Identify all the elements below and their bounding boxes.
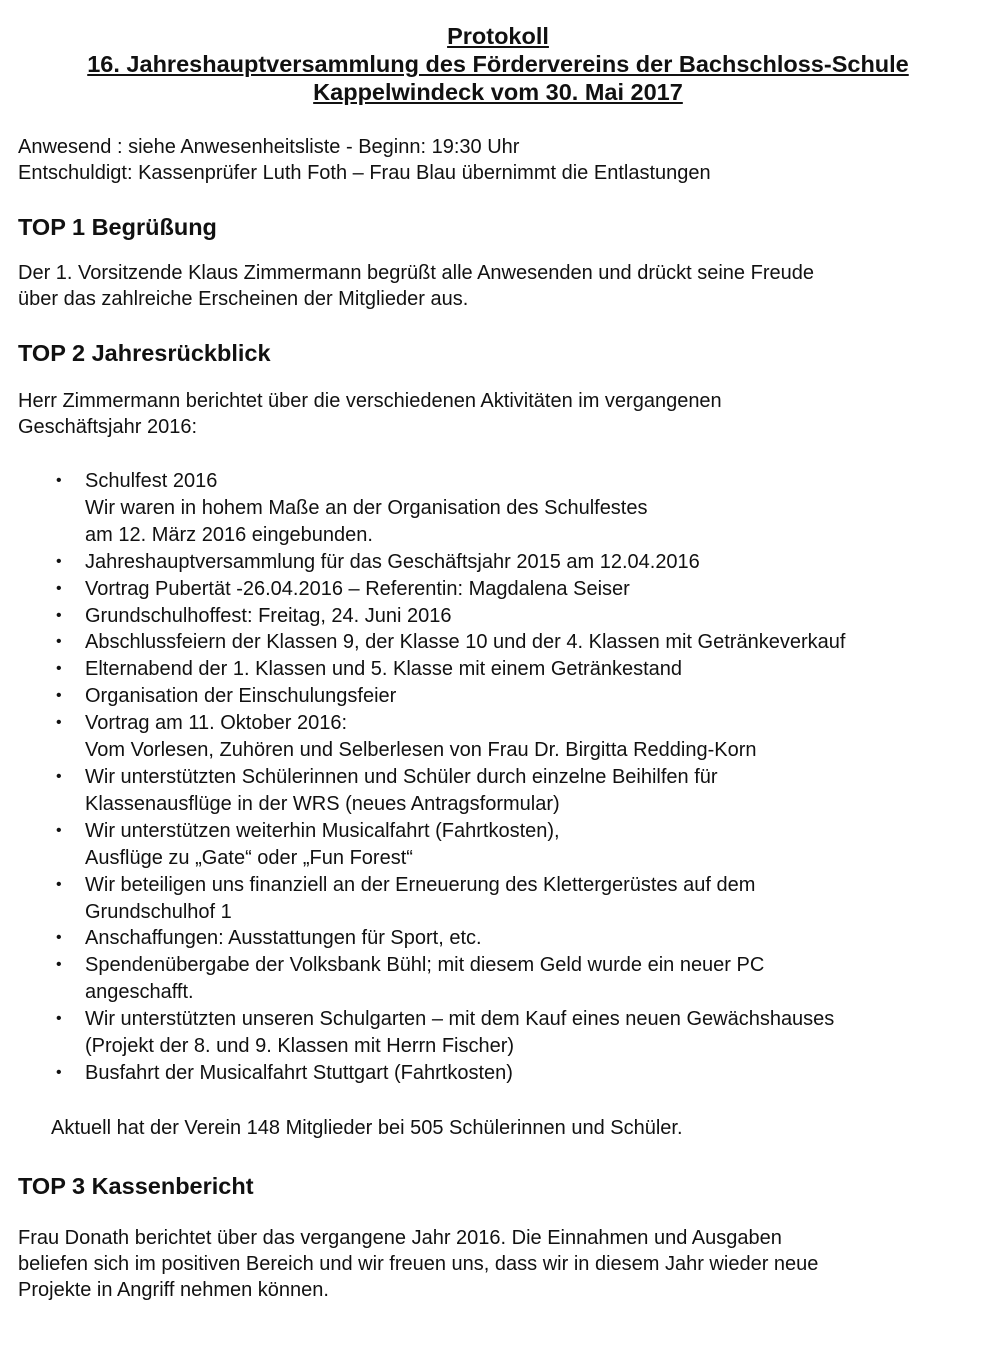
attendance-line: Anwesend : siehe Anwesenheitsliste - Beginn: 19:30 Uhr (18, 136, 520, 158)
list-item-line: angeschafft. (85, 981, 194, 1004)
list-item-line: Organisation der Einschulungsfeier (85, 685, 397, 708)
list-item (18, 872, 978, 926)
bullet-icon: • (56, 767, 62, 785)
bullet-icon: • (56, 1010, 62, 1028)
paragraph-line: über das zahlreiche Erscheinen der Mitglieder aus. (18, 288, 469, 310)
excused-line: Entschuldigt: Kassenprüfer Luth Foth – Frau Blau übernimmt die Entlastungen (18, 162, 711, 184)
list-item (18, 576, 978, 603)
list-item-line: Schulfest 2016 (85, 470, 218, 492)
list-item (18, 468, 978, 549)
list-item (18, 925, 978, 952)
list-item-line: Vortrag am 11. Oktober 2016: (85, 712, 348, 735)
list-item-line: Abschlussfeiern der Klassen 9, der Klasse 10 und der 4. Klassen mit Getränkeverkauf (85, 631, 846, 654)
top2-text (18, 388, 978, 440)
bullet-icon: • (56, 660, 62, 678)
list-item-line: Klassenausflüge in der WRS (neues Antragsformular) (85, 792, 560, 815)
bullet-icon: • (56, 714, 62, 732)
title-line: Kappelwindeck vom 30. Mai 2017 (313, 79, 683, 105)
list-item-line: Grundschulhof 1 (85, 900, 232, 923)
bullet-icon: • (56, 875, 62, 893)
list-item (18, 629, 978, 656)
list-item-line: Ausflüge zu „Gate“ oder „Fun Forest“ (85, 846, 413, 869)
list-item (18, 683, 978, 710)
bullet-icon: • (56, 552, 62, 570)
paragraph-line: Herr Zimmermann berichtet über die verschiedenen Aktivitäten im vergangenen (18, 390, 722, 412)
list-item-line: Vortrag Pubertät -26.04.2016 – Referentin: Magdalena Seiser (85, 577, 630, 600)
list-item-line: Wir unterstützten Schülerinnen und Schüler durch einzelne Beihilfen für (85, 765, 718, 788)
bullet-icon: • (56, 929, 62, 947)
list-item-line: Elternabend der 1. Klassen und 5. Klasse mit einem Getränkestand (85, 658, 683, 681)
list-item (18, 549, 978, 576)
paragraph-line: Projekte in Angriff nehmen können. (18, 1278, 329, 1301)
list-item-line: Wir unterstützen weiterhin Musicalfahrt (Fahrtkosten), (85, 819, 560, 842)
list-item-line: Wir unterstützten unseren Schulgarten – mit dem Kauf eines neuen Gewächshauses (85, 1008, 835, 1031)
bullet-icon: • (56, 1063, 62, 1081)
list-item-line: Busfahrt der Musicalfahrt Stuttgart (Fahrtkosten) (85, 1061, 513, 1084)
document-title (18, 22, 978, 106)
paragraph-line: Frau Donath berichtet über das vergangene Jahr 2016. Die Einnahmen und Ausgaben (18, 1226, 782, 1249)
list-item (18, 764, 978, 818)
list-item (18, 1006, 978, 1060)
bullet-icon: • (56, 956, 62, 974)
list-item-line: (Projekt der 8. und 9. Klassen mit Herrn Fischer) (85, 1035, 515, 1058)
bullet-icon: • (56, 606, 62, 624)
top2-heading: TOP 2 Jahresrückblick (18, 340, 271, 366)
attendance-info (18, 134, 978, 186)
list-item-line: Spendenübergabe der Volksbank Bühl; mit diesem Geld wurde ein neuer PC (85, 954, 765, 977)
top1-heading: TOP 1 Begrüßung (18, 214, 217, 240)
top3-heading: TOP 3 Kassenbericht (18, 1172, 254, 1199)
title-line: Protokoll (447, 23, 549, 49)
list-item-line: am 12. März 2016 eingebunden. (85, 523, 373, 546)
title-line: 16. Jahreshauptversammlung des Fördervereins der Bachschloss-Schule (87, 51, 909, 77)
bullet-icon: • (56, 633, 62, 651)
list-item (18, 656, 978, 683)
list-item-line: Anschaffungen: Ausstattungen für Sport, etc. (85, 927, 482, 950)
list-item-line: Jahreshauptversammlung für das Geschäftsjahr 2015 am 12.04.2016 (85, 550, 700, 573)
protocol-document (18, 22, 978, 1303)
top3-text (18, 1225, 978, 1303)
activity-list (18, 468, 978, 1087)
list-item (18, 818, 978, 872)
list-item (18, 710, 978, 764)
list-item (18, 603, 978, 630)
paragraph-line: Der 1. Vorsitzende Klaus Zimmermann begrüßt alle Anwesenden und drückt seine Freude (18, 262, 814, 284)
list-item (18, 1060, 978, 1087)
paragraph-line: Geschäftsjahr 2016: (18, 416, 197, 438)
list-item-line: Wir waren in hohem Maße an der Organisation des Schulfestes (85, 496, 648, 519)
bullet-icon: • (56, 472, 62, 489)
top1-text (18, 260, 978, 312)
bullet-icon: • (56, 821, 62, 839)
bullet-icon: • (56, 579, 62, 597)
list-item-line: Wir beteiligen uns finanziell an der Erneuerung des Klettergerüstes auf dem (85, 873, 756, 896)
list-item-line: Grundschulhoffest: Freitag, 24. Juni 2016 (85, 604, 452, 627)
list-item-line: Vom Vorlesen, Zuhören und Selberlesen von Frau Dr. Birgitta Redding-Korn (85, 739, 757, 762)
paragraph-line: beliefen sich im positiven Bereich und wir freuen uns, dass wir in diesem Jahr wieder neue (18, 1252, 819, 1275)
member-count-note: Aktuell hat der Verein 148 Mitglieder bei 505 Schülerinnen und Schüler. (51, 1116, 683, 1139)
bullet-icon: • (56, 687, 62, 705)
list-item (18, 952, 978, 1006)
